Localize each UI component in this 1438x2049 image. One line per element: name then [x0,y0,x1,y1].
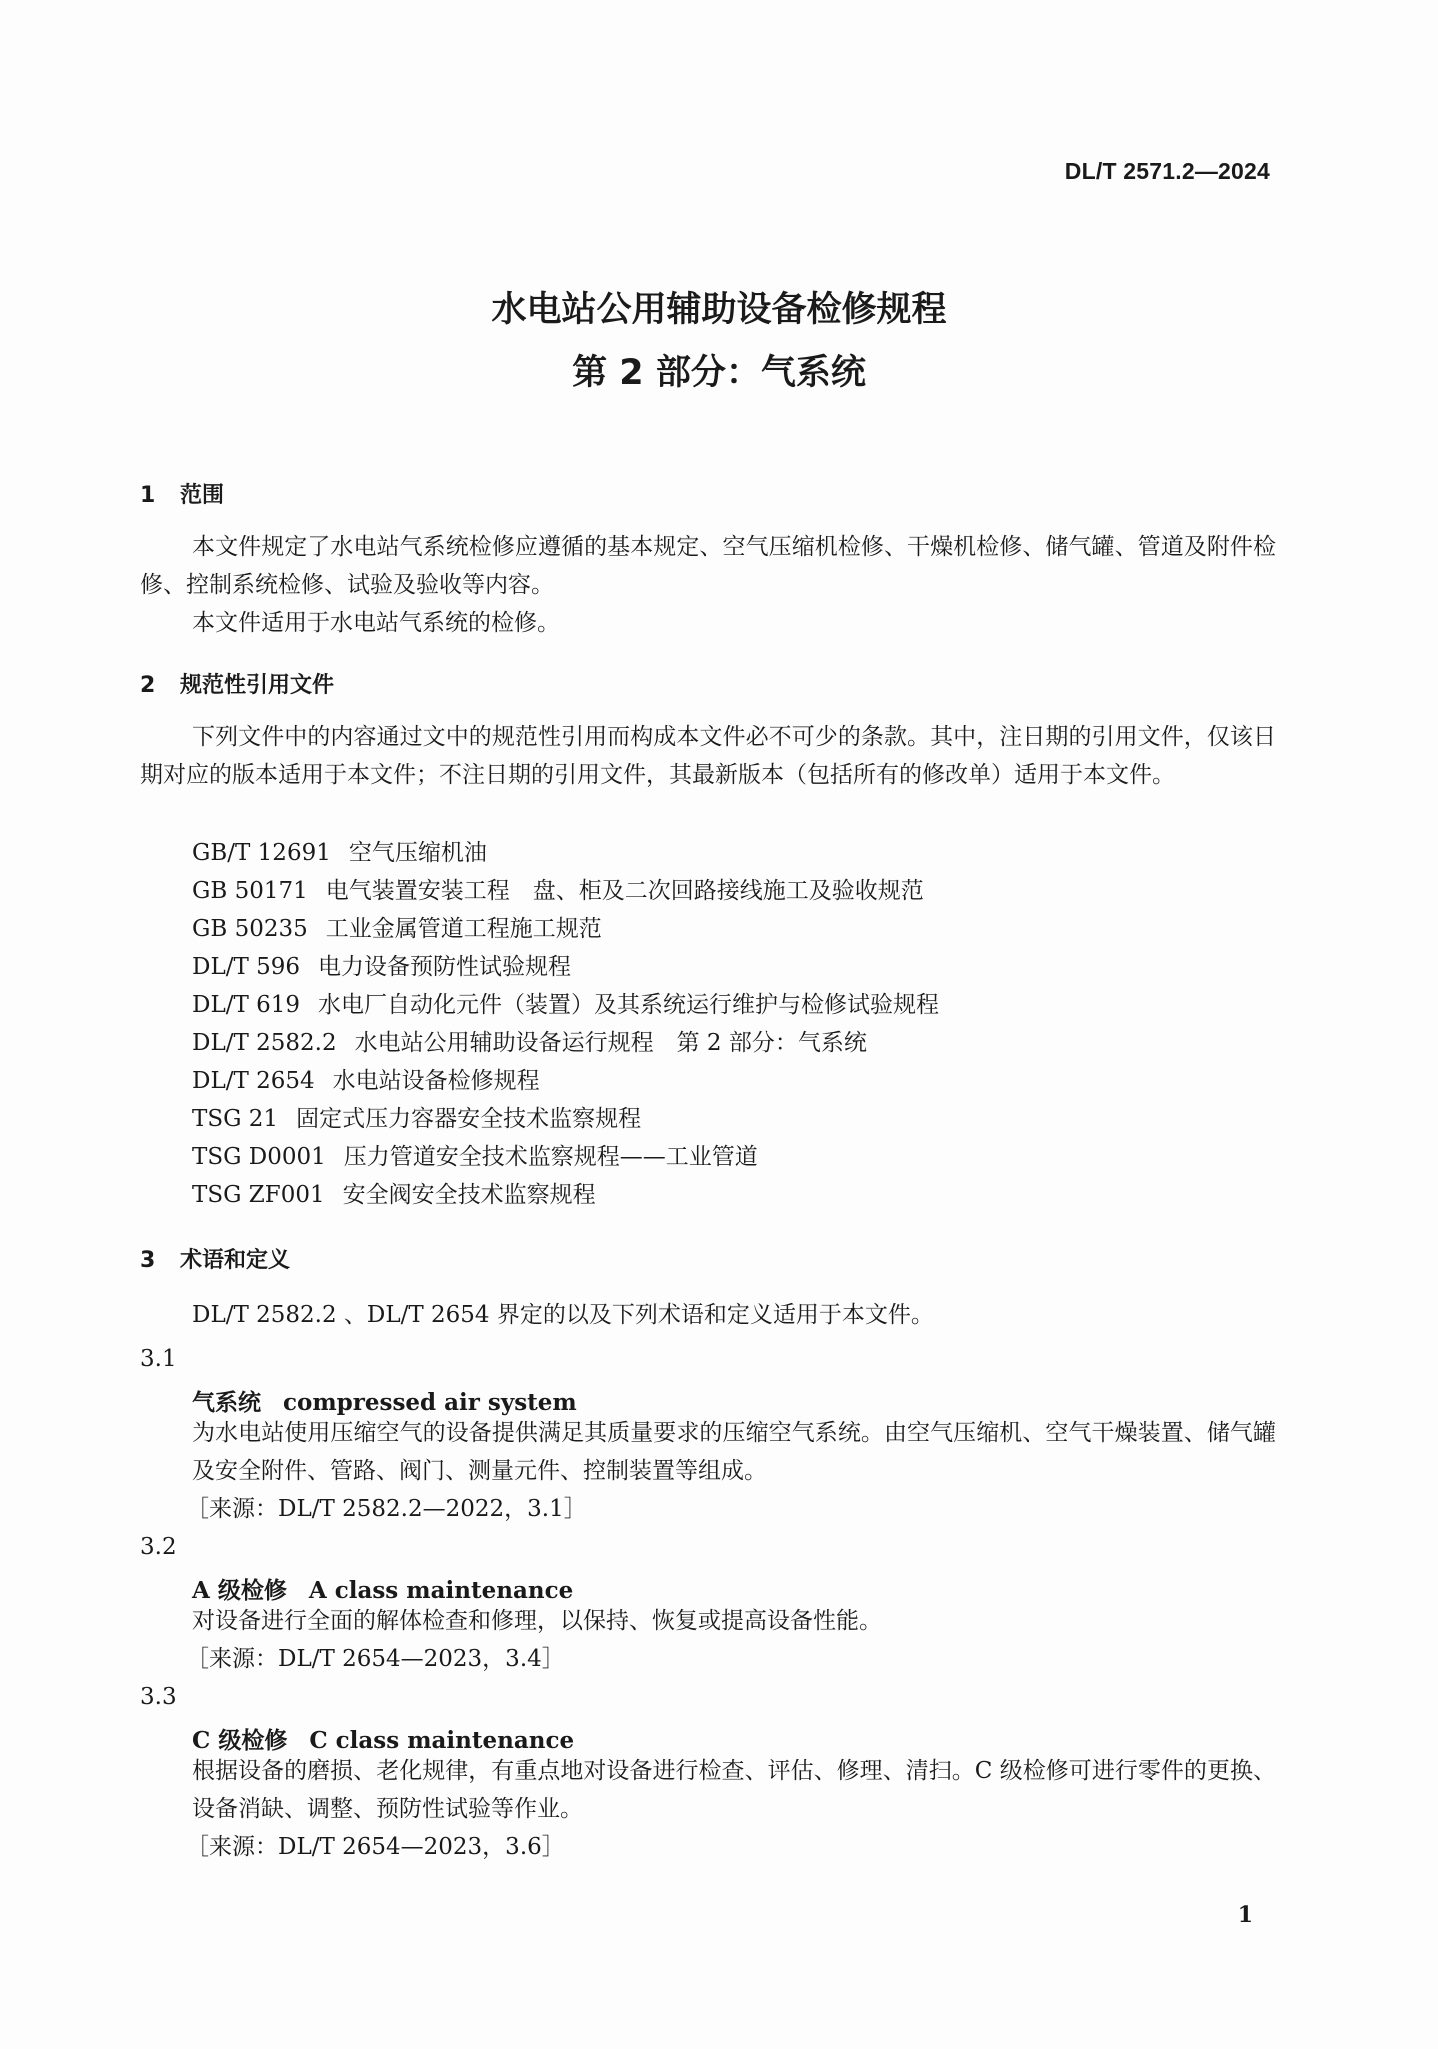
reference-title: 工业金属管道工程施工规范 [325,916,602,942]
reference-title: 水电站公用辅助设备运行规程 第 2 部分：气系统 [354,1030,867,1056]
section-heading-terms-definitions [140,1243,290,1274]
reference-item [192,1176,596,1214]
reference-code: DL/T 2654 [192,1068,315,1094]
reference-item [192,986,939,1024]
reference-title: 空气压缩机油 [348,840,487,866]
reference-title: 压力管道安全技术监察规程——工业管道 [343,1144,758,1170]
reference-code: TSG D0001 [192,1144,326,1170]
section-number: 2 [140,673,156,698]
section-title: 规范性引用文件 [180,673,335,698]
reference-code: TSG ZF001 [192,1182,325,1208]
section-title: 术语和定义 [180,1248,291,1273]
term-heading [192,1722,574,1755]
term-source: ［来源：DL/T 2582.2—2022，3.1］ [186,1496,587,1522]
section-heading-normative-references [140,668,334,699]
reference-item [192,834,487,872]
term-source: ［来源：DL/T 2654—2023，3.4］ [186,1646,565,1672]
term-heading [192,1572,573,1605]
reference-code: DL/T 596 [192,954,301,980]
reference-title: 电力设备预防性试验规程 [318,954,572,980]
references-intro-paragraph: 下列文件中的内容通过文中的规范性引用而构成本文件必不可少的条款。其中，注日期的引用文件，仅该日期对应的版本适用于本文件；不注日期的引用文件，其最新版本（包括所有的修改单）适用于本文件。 [140,724,1276,788]
reference-item [192,1062,540,1100]
section-number: 3 [140,1248,156,1273]
terms-intro-paragraph: DL/T 2582.2 、DL/T 2654 界定的以及下列术语和定义适用于本文件。 [192,1302,934,1328]
reference-item [192,1024,867,1062]
document-code: DL/T 2571.2—2024 [1064,158,1270,184]
reference-item [192,1138,758,1176]
term-source: ［来源：DL/T 2654—2023，3.6］ [186,1834,565,1860]
reference-item [192,910,602,948]
term-number: 3.2 [140,1534,177,1560]
term-english: A class maintenance [308,1577,574,1604]
page-number: 1 [1237,1902,1253,1928]
term-number: 3.3 [140,1684,177,1710]
reference-code: GB 50235 [192,916,308,942]
reference-code: TSG 21 [192,1106,279,1132]
reference-title: 水电厂自动化元件（装置）及其系统运行维护与检修试验规程 [318,992,940,1018]
reference-title: 水电站设备检修规程 [332,1068,540,1094]
term-english: compressed air system [283,1389,577,1416]
reference-title: 电气装置安装工程 盘、柜及二次回路接线施工及验收规范 [325,878,924,904]
reference-code: GB 50171 [192,878,308,904]
reference-title: 安全阀安全技术监察规程 [342,1182,596,1208]
section-title: 范围 [180,483,225,508]
document-subtitle: 第 2 部分：气系统 [572,353,866,393]
section-number: 1 [140,483,156,508]
term-definition: 为水电站使用压缩空气的设备提供满足其质量要求的压缩空气系统。由空气压缩机、空气干燥装置、储气罐及安全附件、管路、阀门、测量元件、控制装置等组成。 [192,1420,1276,1484]
term-english: C class maintenance [309,1727,575,1754]
reference-item [192,1100,641,1138]
reference-code: DL/T 2582.2 [192,1030,337,1056]
reference-title: 固定式压力容器安全技术监察规程 [296,1106,642,1132]
term-chinese: C 级检修 [192,1727,288,1754]
reference-item [192,948,571,986]
term-chinese: 气系统 [192,1389,261,1416]
term-chinese: A 级检修 [192,1577,287,1604]
reference-code: DL/T 619 [192,992,301,1018]
section-heading-scope [140,478,224,509]
scope-applicability-paragraph: 本文件适用于水电站气系统的检修。 [192,610,560,636]
scope-paragraph: 本文件规定了水电站气系统检修应遵循的基本规定、空气压缩机检修、干燥机检修、储气罐、管道及附件检修、控制系统检修、试验及验收等内容。 [140,534,1276,598]
reference-item [192,872,924,910]
term-number: 3.1 [140,1346,177,1372]
term-heading [192,1384,577,1417]
term-definition: 根据设备的磨损、老化规律，有重点地对设备进行检查、评估、修理、清扫。C 级检修可进行零件的更换、设备消缺、调整、预防性试验等作业。 [192,1758,1276,1822]
term-definition: 对设备进行全面的解体检查和修理，以保持、恢复或提高设备性能。 [192,1608,882,1634]
document-title: 水电站公用辅助设备检修规程 [491,290,947,330]
reference-code: GB/T 12691 [192,840,331,866]
